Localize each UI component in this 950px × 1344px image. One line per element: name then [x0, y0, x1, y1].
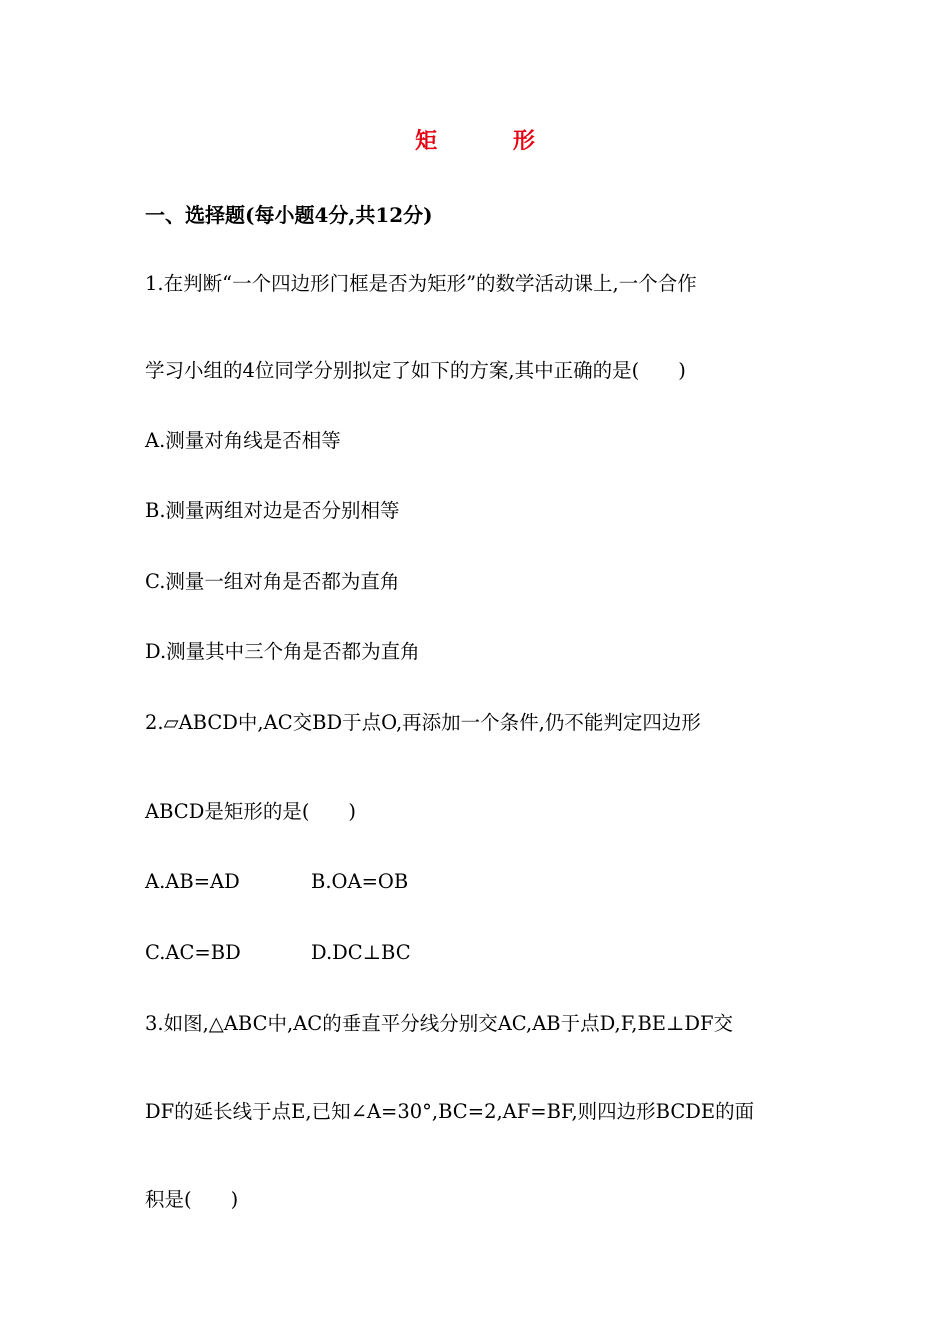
section-heading: 一、选择题(每小题4分,共12分) — [145, 203, 433, 227]
question-1-option-c: C.测量一组对角是否都为直角 — [145, 570, 400, 593]
question-2-line-2: ABCD是矩形的是( ) — [145, 800, 357, 823]
page-title: 矩 形 — [415, 128, 569, 154]
question-2-option-d: D.DC⊥BC — [311, 941, 411, 964]
question-3-line-2: DF的延长线于点E,已知∠A=30°,BC=2,AF=BF,则四边形BCDE的面 — [145, 1100, 755, 1123]
question-1-option-d: D.测量其中三个角是否都为直角 — [145, 640, 420, 663]
question-1-option-a: A.测量对角线是否相等 — [145, 429, 341, 452]
question-3-line-3: 积是( ) — [145, 1188, 239, 1211]
question-2-option-a: A.AB=AD — [145, 870, 240, 893]
question-2-option-b: B.OA=OB — [311, 870, 409, 893]
question-1-line-2: 学习小组的4位同学分别拟定了如下的方案,其中正确的是( ) — [145, 359, 686, 382]
question-3-line-1: 3.如图,△ABC中,AC的垂直平分线分别交AC,AB于点D,F,BE⊥DF交 — [145, 1012, 734, 1035]
question-1-option-b: B.测量两组对边是否分别相等 — [145, 499, 400, 522]
question-1-line-1: 1.在判断“一个四边形门框是否为矩形”的数学活动课上,一个合作 — [145, 272, 697, 295]
question-2-line-1: 2.▱ABCD中,AC交BD于点O,再添加一个条件,仍不能判定四边形 — [145, 711, 701, 734]
question-2-option-c: C.AC=BD — [145, 941, 241, 964]
